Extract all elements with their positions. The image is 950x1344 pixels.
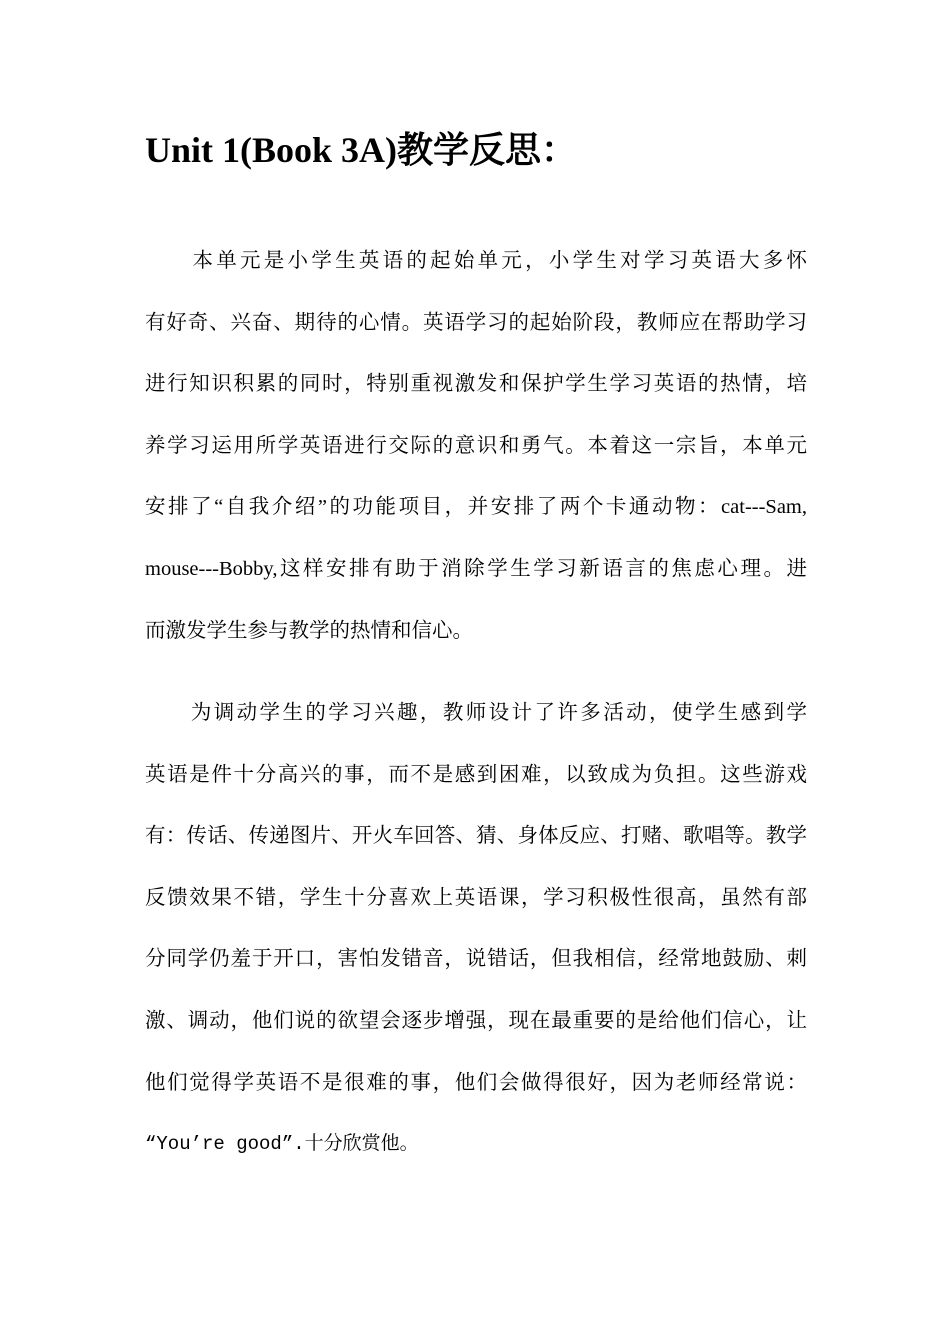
paragraph-line: 本单元是小学生英语的起始单元，小学生对学习英语大多怀 <box>145 250 807 272</box>
paragraph-line: mouse---Bobby,这样安排有助于消除学生学习新语言的焦虑心理。进 <box>145 557 807 580</box>
paragraph-line: 分同学仍羞于开口，害怕发错音，说错话，但我相信，经常地鼓励、刺 <box>145 948 807 971</box>
paragraph-line: 有好奇、兴奋、期待的心情。英语学习的起始阶段，教师应在帮助学习 <box>145 311 807 334</box>
paragraph-line: 他们觉得学英语不是很难的事，他们会做得很好，因为老师经常说： <box>145 1071 807 1094</box>
paragraph-unit-intro <box>145 231 807 662</box>
paragraph-activities <box>145 683 807 1176</box>
paragraph-line: 养学习运用所学英语进行交际的意识和勇气。本着这一宗旨，本单元 <box>145 434 807 457</box>
paragraph-line: 激、调动，他们说的欲望会逐步增强，现在最重要的是给他们信心，让 <box>145 1009 807 1032</box>
paragraph-line: 安排了“自我介绍”的功能项目，并安排了两个卡通动物：cat---Sam, <box>145 496 807 519</box>
paragraph-line: 而激发学生参与教学的热情和信心。 <box>145 619 473 642</box>
paragraph-line: 有：传话、传递图片、开火车回答、猜、身体反应、打赌、歌唱等。教学 <box>145 825 807 848</box>
paragraph-line: 反馈效果不错，学生十分喜欢上英语课，学习积极性很高，虽然有部 <box>145 886 807 909</box>
paragraph-line: 英语是件十分高兴的事，而不是感到困难，以致成为负担。这些游戏 <box>145 763 807 786</box>
paragraph-line: 为调动学生的学习兴趣，教师设计了许多活动，使学生感到学 <box>145 702 807 724</box>
document-title: Unit 1(Book 3A)教学反思： <box>145 130 578 170</box>
paragraph-line: 进行知识积累的同时，特别重视激发和保护学生学习英语的热情，培 <box>145 373 807 396</box>
paragraph-line-quote: “You’re good”.十分欣赏他。 <box>145 1133 419 1156</box>
